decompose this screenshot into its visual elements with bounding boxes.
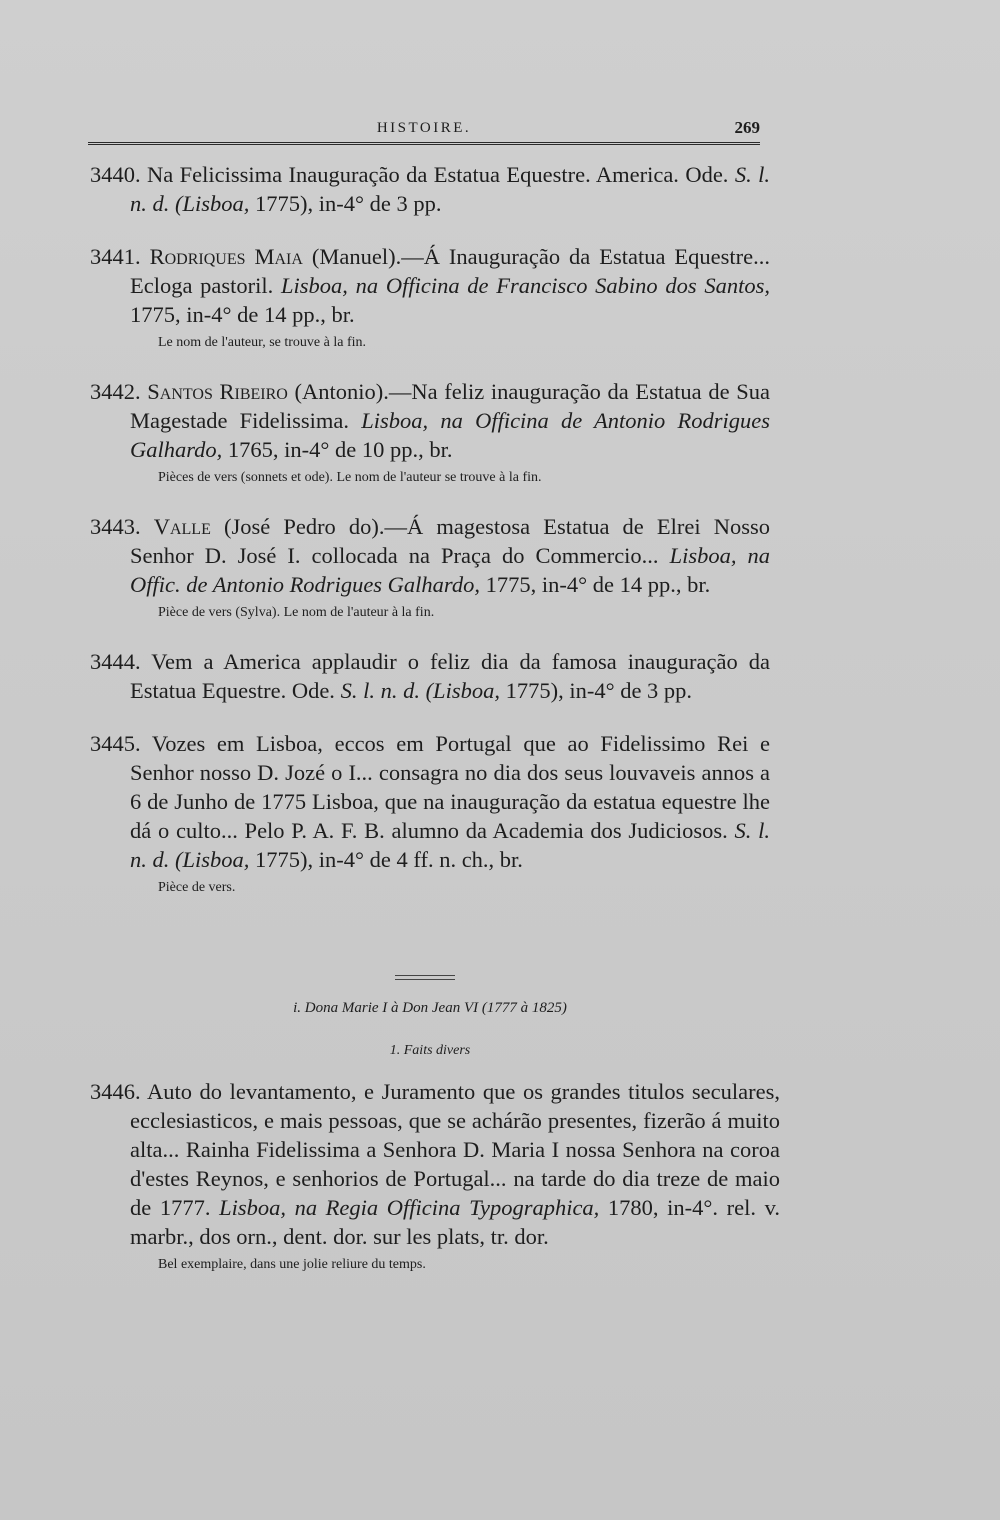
entry-text-part: S. l. n. d. (Lisboa, <box>340 678 500 703</box>
entry-text-part: Santos Ribeiro <box>147 379 288 404</box>
entry-text-part: (Antonio).—Na feliz inauguração da Estatua de Sua Magestade Fidelissima. <box>130 379 770 433</box>
section-heading: i. Dona Marie I à Don Jean VI (1777 à 1825) <box>293 1000 567 1016</box>
entry-text-part: Lisboa, na Officina de Francisco Sabino dos Santos, <box>281 273 770 298</box>
entry-note: Le nom de l'auteur, se trouve à la fin. <box>158 335 366 350</box>
entry-text-part: (Manuel).—Á Inauguração da Estatua Equestre... Ecloga pastoril. <box>130 244 771 298</box>
entry-text <box>90 1077 780 1251</box>
entry-text <box>90 160 770 218</box>
subsection-heading: 1. Faits divers <box>389 1043 471 1058</box>
entry-text-part: 1775), in-4° de 3 pp. <box>249 191 442 216</box>
entry-text-part: 1775, in-4° de 14 pp., br. <box>479 572 711 597</box>
catalog-entry <box>90 377 770 488</box>
entry-note: Bel exemplaire, dans une jolie reliure du temps. <box>158 1257 426 1272</box>
entry-text-part: 3446. Auto do levantamento, e Juramento que os grandes titulos seculares, ecclesiasticos, e mais pessoas, que se achárão presentes, fizerão á muito alta... Rainha Fidelissima a Senhora D. Maria I nossa Senhora na coroa d'estes Reynos, e senhorios de Portugal... na tarde do dia treze de maio de 1777. <box>90 1079 780 1220</box>
page-number: 269 <box>734 118 760 137</box>
entry-text-part: Lisboa, na Officina de Antonio Rodrigues Galhardo, <box>130 408 770 462</box>
catalog-entry <box>90 512 770 623</box>
catalog-entry <box>90 242 770 353</box>
catalog-entries <box>90 160 770 922</box>
entry-text-part: 3441. <box>90 244 150 269</box>
entry-text <box>90 647 770 705</box>
running-head <box>88 118 760 148</box>
section-divider <box>395 975 455 980</box>
running-title: HISTOIRE. <box>376 120 472 136</box>
entry-text-part: 1765, in-4° de 10 pp., br. <box>222 437 453 462</box>
catalog-entry <box>90 729 770 898</box>
entry-text-part: 3440. Na Felicissima Inauguração da Estatua Equestre. America. Ode. <box>90 162 735 187</box>
entry-note: Pièce de vers. <box>158 880 236 895</box>
entry-text <box>90 377 770 464</box>
entry-text-part: 3445. Vozes em Lisboa, eccos em Portugal que ao Fidelissimo Rei e Senhor nosso D. Jozé o I... consagra no dia dos seus louvaveis annos a 6 de Junho de 1775 Lisboa, que na inauguração da estatua equestre lhe dá o culto... Pelo P. A. F. B. alumno da Academia dos Judiciosos. <box>90 731 770 843</box>
catalog-entries-section-i <box>90 1077 780 1299</box>
entry-text-part: 3442. <box>90 379 148 404</box>
catalog-entry <box>90 647 770 705</box>
entry-text-part: 3444. Vem a America applaudir o feliz dia da famosa inauguração da Estatua Equestre. Ode. <box>90 649 770 703</box>
entry-text <box>90 242 770 329</box>
entry-note: Pièces de vers (sonnets et ode). Le nom de l'auteur se trouve à la fin. <box>158 470 542 485</box>
entry-text-part: 1775), in-4° de 4 ff. n. ch., br. <box>249 847 523 872</box>
entry-text-part: S. l. n. d. (Lisboa, <box>130 818 770 872</box>
catalog-entry <box>90 160 770 218</box>
entry-text-part: Lisboa, na Offic. de Antonio Rodrigues Galhardo, <box>130 543 770 597</box>
entry-text-part: Valle <box>153 514 211 539</box>
header-rule <box>88 142 760 145</box>
entry-text <box>90 512 770 599</box>
catalog-entry <box>90 1077 780 1275</box>
entry-text-part: (José Pedro do).—Á magestosa Estatua de Elrei Nosso Senhor D. José I. collocada na Praça do Commercio... <box>130 514 770 568</box>
entry-text-part: S. l. n. d. (Lisboa, <box>130 162 770 216</box>
entry-text-part: 1775), in-4° de 3 pp. <box>499 678 693 703</box>
entry-text-part: 3443. <box>90 514 154 539</box>
entry-text-part: Lisboa, na Regia Officina Typographica, <box>219 1195 600 1220</box>
entry-text-part: Rodriques Maia <box>149 244 303 269</box>
entry-text-part: 1775, in-4° de 14 pp., br. <box>130 302 355 327</box>
entry-text <box>90 729 770 874</box>
entry-note: Pièce de vers (Sylva). Le nom de l'auteur à la fin. <box>158 605 435 620</box>
entry-text-part: 1780, in-4°. rel. v. marbr., dos orn., dent. dor. sur les plats, tr. dor. <box>130 1195 780 1249</box>
